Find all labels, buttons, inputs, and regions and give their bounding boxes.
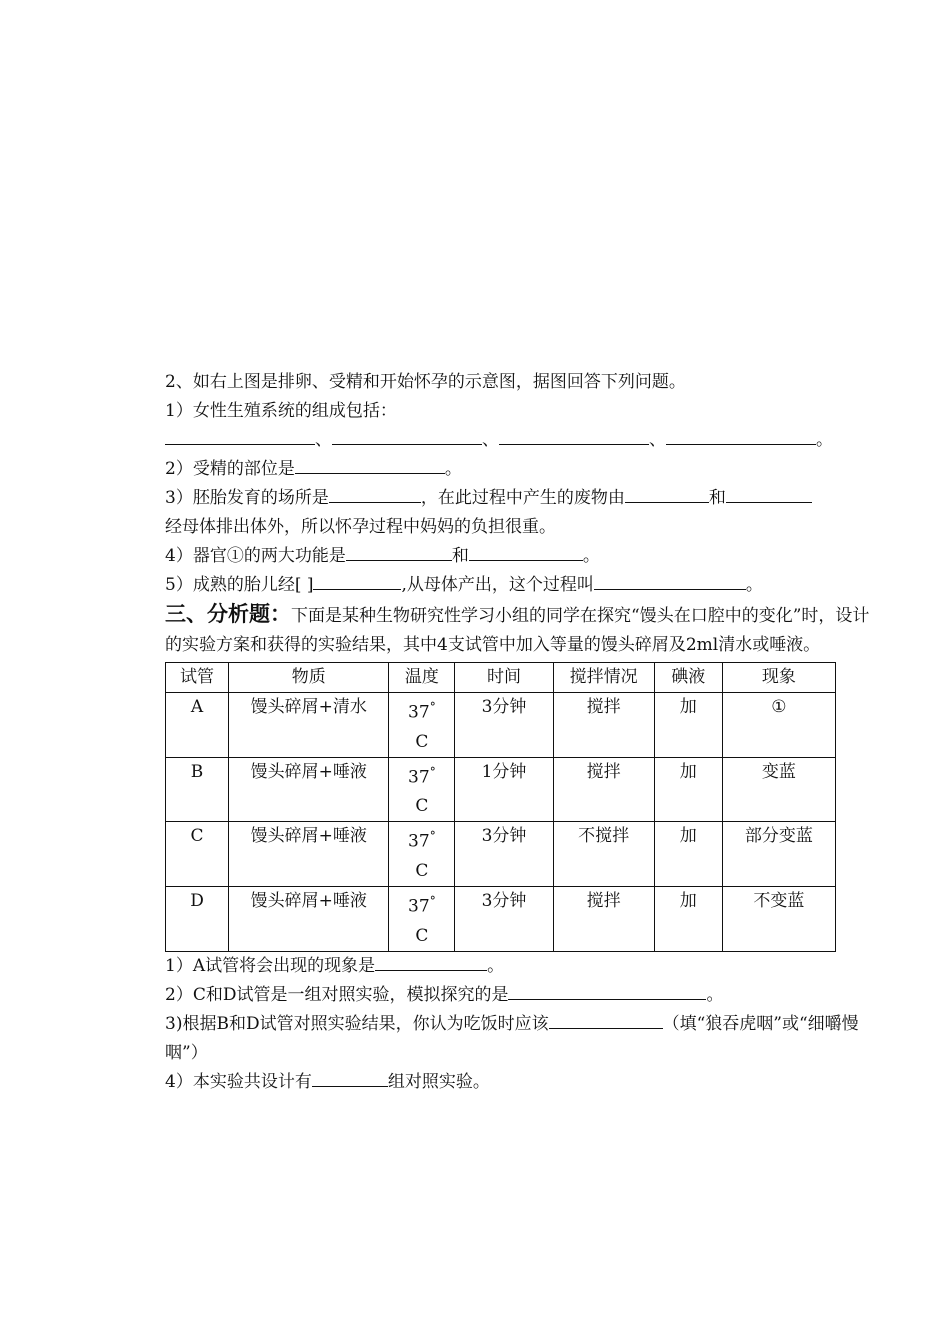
stir-cell: 搅拌 xyxy=(553,886,654,951)
stir-cell: 不搅拌 xyxy=(553,822,654,887)
answer-blank[interactable] xyxy=(549,1010,663,1029)
iodine-cell: 加 xyxy=(654,886,722,951)
answer-blank[interactable] xyxy=(666,426,816,445)
answer-blank[interactable] xyxy=(332,426,482,445)
result-cell: 部分变蓝 xyxy=(722,822,835,887)
temperature-cell: 37° C xyxy=(389,757,455,822)
table-row xyxy=(166,757,836,822)
question-2-part-1-blanks: 、 、 、 。 xyxy=(165,426,877,455)
column-header: 搅拌情况 xyxy=(553,663,654,693)
substance-cell: 馒头碎屑+唾液 xyxy=(229,886,389,951)
stir-cell: 搅拌 xyxy=(553,757,654,822)
tube-cell: D xyxy=(166,886,229,951)
column-header: 试管 xyxy=(166,663,229,693)
time-cell: 3分钟 xyxy=(455,693,553,758)
answer-blank[interactable] xyxy=(375,952,487,971)
iodine-cell: 加 xyxy=(654,693,722,758)
result-cell: ① xyxy=(722,693,835,758)
substance-cell: 馒头碎屑+清水 xyxy=(229,693,389,758)
tube-cell: A xyxy=(166,693,229,758)
answer-blank[interactable] xyxy=(625,484,709,503)
table-row xyxy=(166,822,836,887)
question-2-part-2: 2）受精的部位是 。 xyxy=(165,455,877,484)
temperature-cell: 37° C xyxy=(389,693,455,758)
analysis-question-2: 2）C和D试管是一组对照实验，模拟探究的是 。 xyxy=(165,981,877,1010)
question-2-part-1: 1）女性生殖系统的组成包括： xyxy=(165,401,397,421)
section-3-intro: 三、分析题：下面是某种生物研究性学习小组的同学在探究“馒头在口腔中的变化”时，设计的实验方案和获得的实验结果，其中4支试管中加入等量的馒头碎屑及2ml清水或唾液。 xyxy=(165,602,870,655)
column-header: 时间 xyxy=(455,663,553,693)
temperature-cell: 37° C xyxy=(389,822,455,887)
question-2-part-3: 3）胚胎发育的场所是 ，在此过程中产生的废物由 和 xyxy=(165,484,877,513)
column-header: 温度 xyxy=(389,663,455,693)
stir-cell: 搅拌 xyxy=(553,693,654,758)
time-cell: 1分钟 xyxy=(455,757,553,822)
answer-blank[interactable] xyxy=(295,455,445,474)
temperature-cell: 37° C xyxy=(389,886,455,951)
answer-blank[interactable] xyxy=(469,542,583,561)
question-2-intro: 2、如右上图是排卵、受精和开始怀孕的示意图，据图回答下列问题。 xyxy=(165,372,686,392)
experiment-table xyxy=(165,662,836,952)
column-header: 碘液 xyxy=(654,663,722,693)
tube-cell: B xyxy=(166,757,229,822)
analysis-question-1: 1）A试管将会出现的现象是 。 xyxy=(165,952,877,981)
answer-blank[interactable] xyxy=(329,484,421,503)
column-header: 现象 xyxy=(722,663,835,693)
substance-cell: 馒头碎屑+唾液 xyxy=(229,822,389,887)
result-cell: 不变蓝 xyxy=(722,886,835,951)
substance-cell: 馒头碎屑+唾液 xyxy=(229,757,389,822)
question-2-part-3-cont: 经母体排出体外，所以怀孕过程中妈妈的负担很重。 xyxy=(165,517,556,537)
analysis-question-4: 4）本实验共设计有 组对照实验。 xyxy=(165,1068,877,1097)
answer-blank[interactable] xyxy=(312,1068,388,1087)
table-row xyxy=(166,886,836,951)
iodine-cell: 加 xyxy=(654,757,722,822)
table-row xyxy=(166,693,836,758)
worksheet xyxy=(165,368,877,1097)
time-cell: 3分钟 xyxy=(455,886,553,951)
table-header-row xyxy=(166,663,836,693)
answer-blank[interactable] xyxy=(346,542,452,561)
column-header: 物质 xyxy=(229,663,389,693)
answer-blank[interactable] xyxy=(165,426,315,445)
iodine-cell: 加 xyxy=(654,822,722,887)
answer-blank[interactable] xyxy=(508,981,706,1000)
analysis-question-3: 3)根据B和D试管对照实验结果，你认为吃饭时应该 （填“狼吞虎咽”或“细嚼慢咽”） xyxy=(165,1010,877,1068)
time-cell: 3分钟 xyxy=(455,822,553,887)
answer-blank[interactable] xyxy=(313,571,401,590)
answer-blank[interactable] xyxy=(499,426,649,445)
answer-blank[interactable] xyxy=(726,484,812,503)
question-2-part-4: 4）器官①的两大功能是 和 。 xyxy=(165,542,877,571)
question-2-part-5: 5）成熟的胎儿经[ ] ,从母体产出，这个过程叫 。 xyxy=(165,571,877,600)
section-3-heading: 三、分析题： xyxy=(165,602,291,626)
tube-cell: C xyxy=(166,822,229,887)
result-cell: 变蓝 xyxy=(722,757,835,822)
answer-blank[interactable] xyxy=(594,571,746,590)
